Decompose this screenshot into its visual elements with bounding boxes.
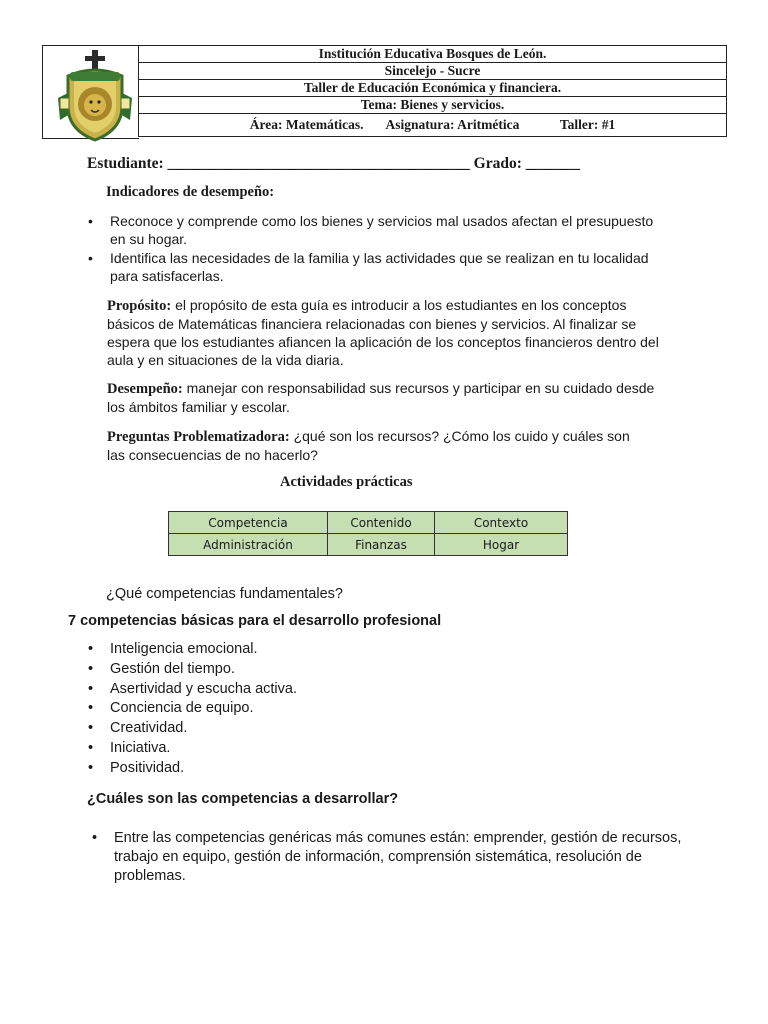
topic-title: Tema: Bienes y servicios.: [139, 97, 727, 114]
table-cell: Finanzas: [328, 534, 435, 556]
table-header-cell: Competencia: [169, 512, 328, 534]
taller-label: Taller: #1: [559, 117, 616, 132]
list-item: • Conciencia de equipo.: [110, 699, 297, 719]
list-item: • Asertividad y escucha activa.: [110, 680, 297, 700]
student-name-field[interactable]: _______________________________________: [167, 155, 470, 172]
grade-label: Grado:: [473, 155, 522, 172]
subject-label: Asignatura: Aritmética: [385, 117, 520, 132]
activities-table: [168, 511, 568, 556]
purpose-label: Propósito:: [107, 298, 172, 314]
question-fundamental: ¿Qué competencias fundamentales?: [106, 586, 343, 602]
table-header-cell: Contexto: [435, 512, 568, 534]
purpose-paragraph: Propósito: el propósito de esta guía es introducir a los estudiantes en los conceptos básicos de Matemáticas financiera relacionadas con bienes y servicios. Al finalizar se espera que los estudiantes afiancen la aplicación de los conceptos financieros dentro del aula y en situaciones de la vida diaria.: [107, 297, 659, 368]
list-item: • Iniciativa.: [110, 739, 297, 759]
header-table: [138, 45, 727, 137]
table-row: [169, 512, 568, 534]
activities-title: Actividades prácticas: [280, 474, 413, 490]
questions-paragraph: Preguntas Problematizadora: ¿qué son los recursos? ¿Cómo los cuido y cuáles son las consecuencias de no hacerlo?: [107, 428, 630, 463]
performance-paragraph: Desempeño: manejar con responsabilidad sus recursos y participar en su cuidado desde los ámbitos familiar y escolar.: [107, 380, 655, 415]
table-cell: Hogar: [435, 534, 568, 556]
workshop-title: Taller de Educación Económica y financiera.: [139, 80, 727, 97]
list-item: • Creatividad.: [110, 719, 297, 739]
performance-label: Desempeño:: [107, 381, 183, 397]
student-line: [87, 155, 580, 173]
area-label: Área: Matemáticas.: [249, 117, 364, 132]
table-cell: Administración: [169, 534, 328, 556]
list-item: • Entre las competencias genéricas más comunes están: emprender, gestión de recursos, trabajo en equipo, gestión de información, comprensión sistemática, resolución de problemas.: [114, 829, 734, 886]
question-develop: ¿Cuáles son las competencias a desarrollar?: [87, 791, 399, 807]
list-item: • Positividad.: [110, 759, 297, 779]
list-item: • Identifica las necesidades de la familia y las actividades que se realizan en tu localidad para satisfacerlas.: [110, 249, 710, 285]
list-item: • Reconoce y comprende como los bienes y servicios mal usados afectan el presupuesto en su hogar.: [110, 212, 710, 248]
list-item: • Gestión del tiempo.: [110, 660, 297, 680]
student-label: Estudiante:: [87, 155, 164, 172]
school-crest-logo: [56, 48, 136, 142]
table-row: [169, 534, 568, 556]
table-header-cell: Contenido: [328, 512, 435, 534]
indicators-title: Indicadores de desempeño:: [106, 184, 275, 200]
city-name: Sincelejo - Sucre: [139, 63, 727, 80]
list-item: • Inteligencia emocional.: [110, 640, 297, 660]
indicators-list: [110, 212, 710, 285]
questions-label: Preguntas Problematizadora:: [107, 429, 290, 445]
generic-list: [114, 829, 734, 886]
competencies-list: [110, 640, 297, 779]
institution-name: Institución Educativa Bosques de León.: [139, 46, 727, 63]
area-row: [139, 114, 727, 137]
grade-field[interactable]: _______: [525, 155, 580, 172]
competencies-title: 7 competencias básicas para el desarrollo profesional: [68, 613, 442, 629]
